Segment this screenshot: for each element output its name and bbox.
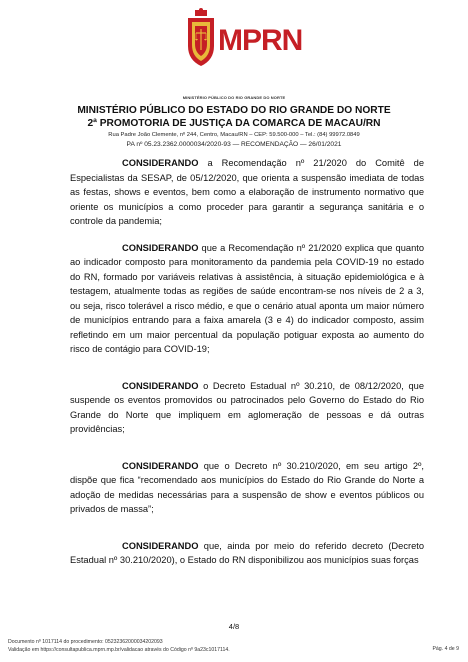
org-unit: 2ª PROMOTORIA DE JUSTIÇA DA COMARCA DE MACAU/RN [87,118,381,129]
paragraph-lead: CONSIDERANDO [122,158,199,168]
paragraph-text: que, ainda por meio do referido decreto (Decreto Estadual nº 30.210/2020), o Estado do RN disponibilizou aos municípios suas forças [70,540,424,565]
paragraph-lead: CONSIDERANDO [122,380,199,391]
footer-document-id: Documento nº 1017114 do procedimento: 05232362000034202093 [8,639,163,645]
paragraph-lead: CONSIDERANDO [122,460,199,471]
paragraph [70,379,424,437]
coat-of-arms-icon [184,8,218,68]
paragraph-text: que a Recomendação nº 21/2020 explica que quanto ao indicador composto para monitoramento da pandemia pela COVID-19 no estado do RN, formado por variáveis relativas à assistência, à situação epidemiológica e à testagem, atualmente todas as regiões de saúde encontram-se nos níveis de 2 a 3, ou seja, risco tolerável a risco médio, e que o cenário atual aponta um maior número de municípios entrando para a faixa amarela (3 e 4) do indicador composto, assim refletindo em um maior percentual da população potiguar exposta ao aumento do risco de contágio para COVID-19; [70,242,424,354]
paragraph-text: que o Decreto nº 30.210/2020, em seu artigo 2º, dispõe que fica “recomendado aos municípios do Estado do Rio Grande do Norte a adoção de medidas necessárias para a suspensão de show e eventos públicos ou privados de massa”; [70,460,424,514]
paragraph-text: a Recomendação nº 21/2020 do Comitê de Especialistas da SESAP, de 05/12/2020, que orienta a suspensão imediata de todas as festas, shows e eventos, bem como a elaboração de instrumento normativo que oriente os municípios a como proceder para garantir a segurança sanitária e o controle da pandemia; [70,158,424,226]
logo-wordmark: MPRN [218,24,303,57]
footer-info [8,638,230,654]
paragraph-lead: CONSIDERANDO [122,242,199,253]
paragraph [70,459,424,517]
page-number: 4/8 [228,622,240,631]
footer-validation: Validação em https://consultapublica.mprn.mp.br/validacao através do Código nº 9a23c1017114. [8,647,230,653]
mprn-logo [0,8,468,103]
paragraph [70,156,424,229]
org-name: MINISTÉRIO PÚBLICO DO ESTADO DO RIO GRANDE DO NORTE [77,105,391,116]
paragraph [70,539,424,568]
paragraph-text: o Decreto Estadual nº 30.210, de 08/12/2020, que suspende os eventos promovidos ou patrocinados pelo Governo do Estado do Rio Grande do Norte que impliquem em aglomeração de pessoas e dá outras providências; [70,380,424,434]
document-reference: PA nº 05.23.2362.0000034/2020-93 — RECOMENDAÇÃO — 26/01/2021 [126,141,342,148]
org-address: Rua Padre João Clemente, nº 244, Centro, Macau/RN – CEP: 59.500-000 – Tel.: (84) 99972.0849 [108,132,360,138]
logo-subtitle: MINISTÉRIO PÚBLICO DO RIO GRANDE DO NORTE [182,95,286,100]
paragraph-lead: CONSIDERANDO [122,540,199,551]
document-body [70,156,424,580]
footer-page-count: Pág. 4 de 9 [432,646,459,652]
paragraph [70,241,424,357]
